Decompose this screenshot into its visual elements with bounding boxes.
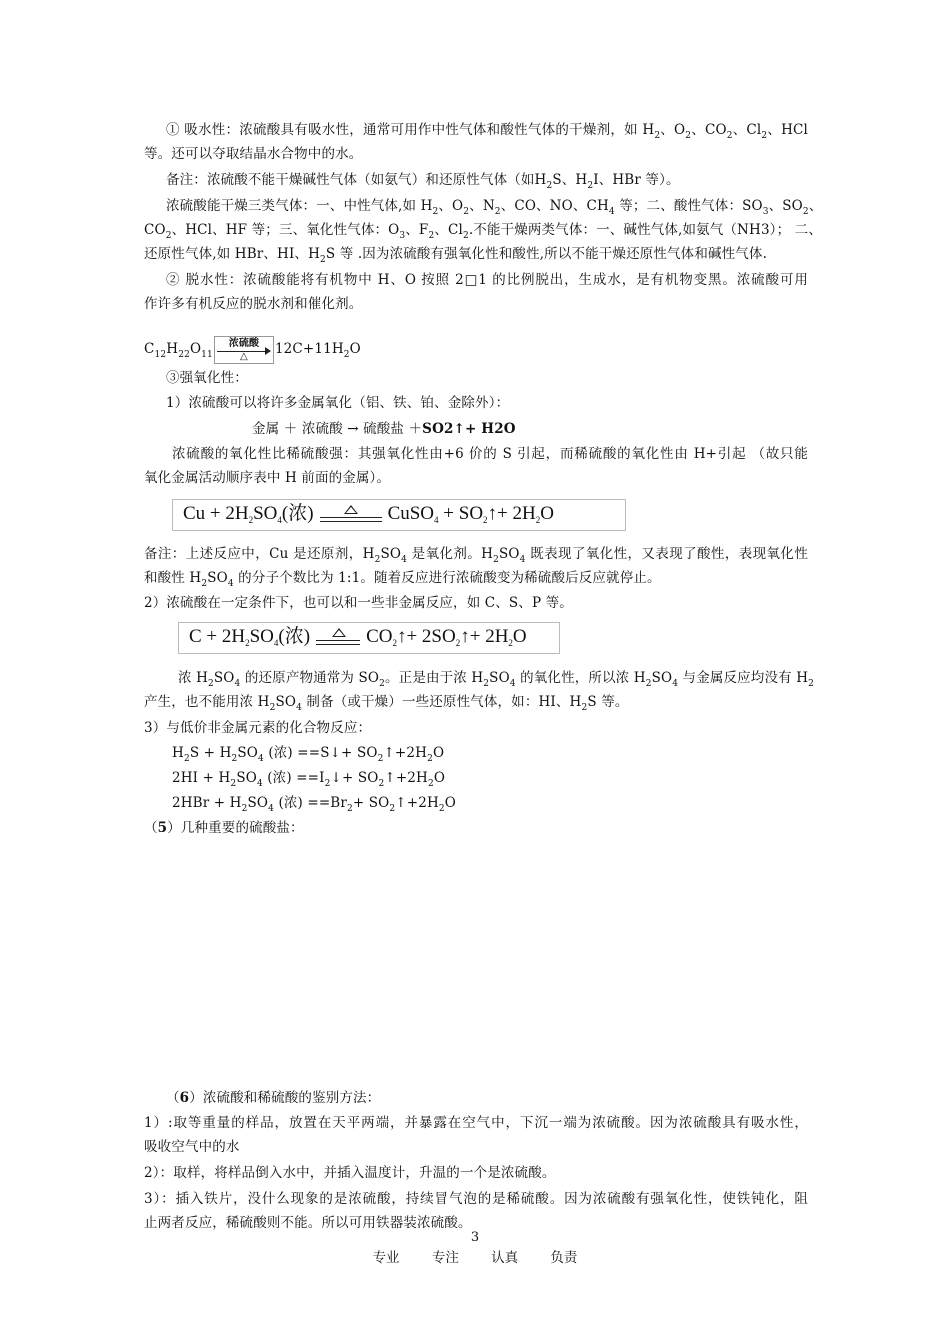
text-line: 金属 ＋ 浓硫酸 → 硫酸盐 ＋SO2↑+ H2O — [252, 421, 516, 437]
text-line: ① 吸水性：浓硫酸具有吸水性，通常可用作中性气体和酸性气体的干燥剂，如 $H_2$、$O_2$、$CO_2$、$Cl_2$、HCl — [166, 122, 808, 141]
reaction-arrow-with-conditions — [214, 336, 274, 364]
text-line: $2HBr + H_2SO_4$ (浓) $==Br_2+$ $SO_2↑+2H_2O$ — [172, 795, 456, 814]
text-line: 作许多有机反应的脱水剂和催化剂。 — [144, 296, 363, 312]
dehydration-equation — [144, 334, 808, 364]
text-line: 1）浓硫酸可以将许多金属氧化（铝、铁、铂、金除外）： — [166, 395, 510, 411]
text-line: 止两者反应，稀硫酸则不能。所以可用铁器装浓硫酸。 — [144, 1215, 472, 1231]
text-line: 等。还可以夺取结晶水合物中的水。 — [144, 146, 363, 162]
text-line: （5）几种重要的硫酸盐： — [144, 820, 304, 836]
heat-equals-icon — [316, 628, 360, 648]
text-line: ③强氧化性： — [166, 370, 248, 386]
text-line: $2HI + H_2SO_4$ (浓) $==I_2↓+$ $SO_2↑+2H_2O$ — [172, 770, 446, 789]
equation-reactants: $Cu + 2H_2SO_4$(浓) — [183, 503, 314, 525]
text-line: 和酸性 $H_2SO_4$ 的分子个数比为 1:1。随着反应进行浓硫酸变为稀硫酸后反应就停止。 — [144, 570, 661, 589]
text-line: 浓硫酸能干燥三类气体：一、中性气体,如 $H_2$、$O_2$、$N_2$、CO、NO、$CH_4$ 等；二、酸性气体：$SO_3$、$SO_2$、 — [166, 198, 823, 217]
page-footer: 专业 专注 认真 负责 — [372, 1250, 578, 1266]
equation-box-carbon — [178, 622, 560, 654]
text-line: 3）：插入铁片，没什么现象的是浓硫酸，持续冒气泡的是稀硫酸。因为浓硫酸有强氧化性，使铁钝化，阻 — [144, 1191, 808, 1207]
equation-reactants: $C + 2H_2SO_4$(浓) — [189, 626, 311, 648]
text-line: 2）：取样，将样品倒入水中，并插入温度计，升温的一个是浓硫酸。 — [144, 1165, 556, 1181]
text-line: 备注：上述反应中，Cu 是还原剂，$H_2SO_4$ 是氧化剂。$H_2SO_4$ 既表现了氧化性，又表现了酸性，表现氧化性 — [144, 546, 808, 565]
equation-product: $12C+11H_2O$ — [274, 341, 361, 360]
equation-reactant: $C_{12}H_{22}O_{11}$ — [144, 341, 213, 360]
text-line: 1）:取等重量的样品，放置在天平两端，并暴露在空气中，下沉一端为浓硫酸。因为浓硫酸具有吸水性， — [144, 1115, 808, 1131]
equation-box-copper — [172, 499, 626, 531]
text-line: ② 脱水性：浓硫酸能将有机物中 H、O 按照 2□1 的比例脱出，生成水，是有机物变黑。浓硫酸可用 — [166, 272, 808, 288]
equation-products: CuSO$_4$ + $SO_2↑+ 2H_2O$ — [387, 503, 554, 525]
text-line: $H_2S + H_2SO_4$ (浓) ==S↓+ $SO_2↑+2H_2O$ — [172, 745, 445, 764]
text-line: 氧化金属活动顺序表中 H 前面的金属）。 — [144, 470, 391, 486]
text-line: （6）浓硫酸和稀硫酸的鉴别方法： — [166, 1090, 381, 1106]
heat-equals-icon — [320, 505, 382, 525]
text-line: 备注：浓硫酸不能干燥碱性气体（如氨气）和还原性气体（如$H_2S$、$H_2I$、HBr 等）。 — [166, 172, 680, 191]
text-line: $CO_2$、HCl、HF 等；三、氧化性气体：$O_3$、$F_2$、$Cl_2$.不能干燥两类气体：一、碱性气体,如氨气（NH3）； 二、 — [144, 222, 822, 241]
equation-products: $CO_2↑+$ $2SO_2↑+ 2H_2O$ — [366, 626, 527, 648]
text-line: 浓 $H_2SO_4$ 的还原产物通常为 $SO_2$。正是由于浓 $H_2SO_4$ 的氧化性，所以浓 $H_2SO_4$ 与金属反应均没有 $H_2$ — [178, 670, 815, 689]
text-line: 3）与低价非金属元素的化合物反应： — [144, 720, 372, 736]
text-line: 还原性气体,如 HBr、HI、$H_2S$ 等 .因为浓硫酸有强氧化性和酸性,所以不能干燥还原性气体和碱性气体. — [144, 246, 768, 265]
text-line: 2）浓硫酸在一定条件下，也可以和一些非金属反应，如 C、S、P 等。 — [144, 595, 573, 611]
page-number: 3 — [470, 1230, 480, 1245]
reagent-label: 浓硫酸 — [228, 337, 260, 349]
heat-condition: △ — [240, 350, 248, 362]
text-line: 产生，也不能用浓 $H_2SO_4$ 制备（或干燥）一些还原性气体，如：HI、$H_2S$ 等。 — [144, 694, 629, 713]
text-line: 浓硫酸的氧化性比稀硫酸强：其强氧化性由+6 价的 S 引起，而稀硫酸的氧化性由 H+引起 （故只能 — [172, 446, 808, 462]
text-line: 吸收空气中的水 — [144, 1139, 240, 1155]
